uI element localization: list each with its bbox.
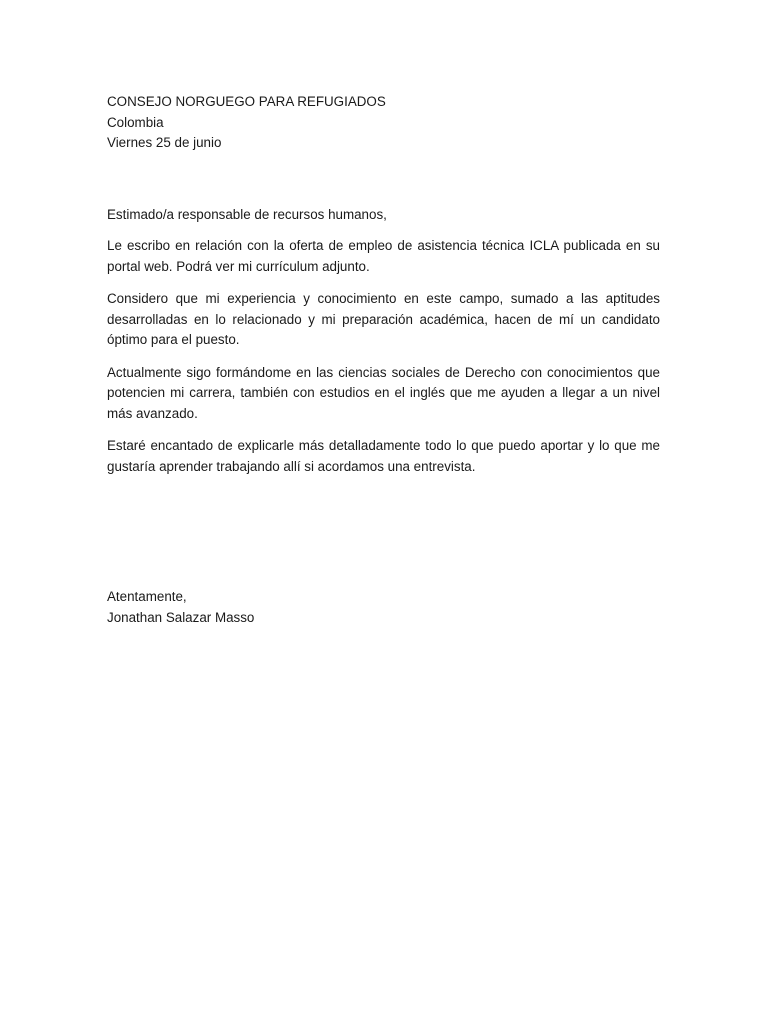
recipient-country: Colombia [107,114,164,130]
letter-body [107,236,660,489]
closing-block [107,587,667,628]
letter-date: Viernes 25 de junio [107,135,222,150]
body-paragraph: Considero que mi experiencia y conocimiento en este campo, sumado a las aptitudes desarrolladas en lo relacionado y mi preparación académica, hacen de mí un candidato óptimo para el puesto. [107,291,660,347]
signature-name: Jonathan Salazar Masso [107,609,255,625]
recipient-block [107,92,667,154]
body-paragraph: Le escribo en relación con la oferta de empleo de asistencia técnica ICLA publicada en su portal web. Podrá ver mi currículum adjunto. [107,238,660,274]
salutation: Estimado/a responsable de recursos humanos, [107,207,387,222]
recipient-organization: CONSEJO NORGUEGO PARA REFUGIADOS [107,94,386,109]
body-paragraph: Actualmente sigo formándome en las ciencias sociales de Derecho con conocimientos que potencien mi carrera, también con estudios en el inglés que me ayuden a llegar a un nivel más avanzado. [107,364,660,421]
closing-phrase: Atentamente, [107,589,187,604]
body-paragraph: Estaré encantado de explicarle más detalladamente todo lo que puedo aportar y lo que me gustaría aprender trabajando allí si acordamos una entrevista. [107,438,660,474]
